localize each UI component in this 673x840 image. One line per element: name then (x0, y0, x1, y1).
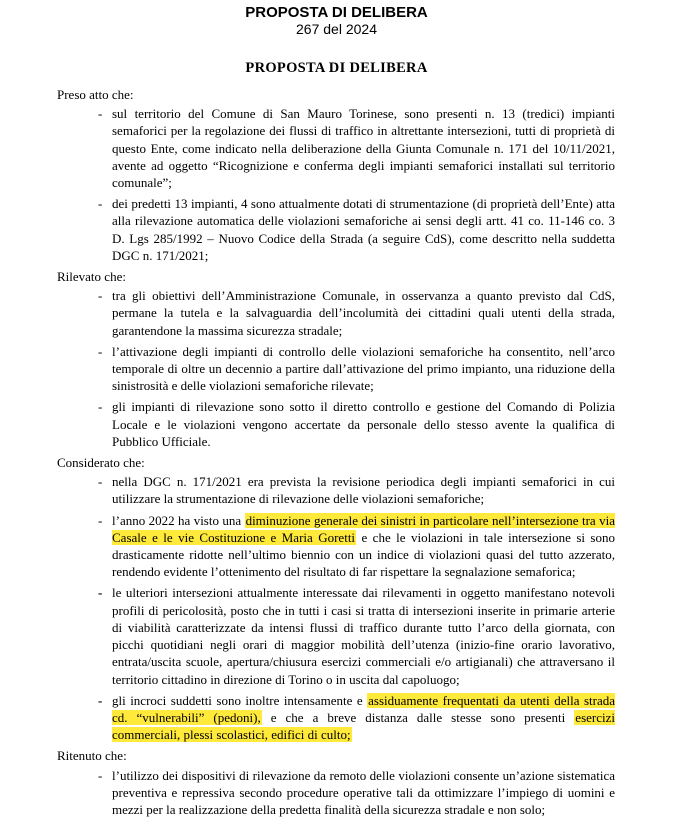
bullet-item (98, 287, 615, 339)
text-run: nella DGC n. 171/2021 era prevista la revisione periodica degli impianti semaforici in cui utilizzare la strumentazione di rilevazione delle violazioni semaforiche; (112, 474, 615, 507)
bullet-dash: - (98, 288, 103, 304)
bullet-dash: - (98, 692, 103, 708)
text-run: sul territorio del Comune di San Mauro Torinese, sono presenti n. 13 (tredici) impianti semaforici per la regolazione dei flussi di traffico in altrettante intersezioni, tutti di proprietà di questo Ente, come indicato nella deliberazione della Giunta Comunale n. 171 del 10/11/2021, avente ad oggetto “Ricognizione e conferma degli impianti semaforici installati sul territorio comunale”; (112, 106, 615, 191)
document-title: PROPOSTA DI DELIBERA (245, 60, 428, 76)
text-run: tra gli obiettivi dell’Amministrazione Comunale, in osservanza a quanto previsto dal CdS, permane la tutela e la salvaguardia dell’incolumità dei cittadini quali utenti della strada, garantendone la massima sicurezza stradale; (112, 288, 615, 338)
bullet-dash: - (98, 512, 103, 528)
bullet-item (98, 343, 615, 395)
bullet-dash: - (98, 767, 103, 783)
highlighted-text: assiduamente frequentati da utenti della strada cd. “vulnerabili” (pedoni), (112, 692, 615, 725)
bullet-item (98, 512, 615, 581)
text-run: l’anno 2022 ha visto una (112, 512, 245, 528)
bullet-item (98, 195, 615, 264)
bullet-dash: - (98, 196, 103, 212)
highlighted-text: diminuzione generale dei sinistri in particolare nell’intersezione tra via Casale e le vie Costituzione e Maria Goretti (112, 512, 615, 545)
section-heading: Rilevato che: (57, 269, 126, 285)
page-number: 267 del 2024 (296, 21, 377, 37)
text-run: l’attivazione degli impianti di controllo delle violazioni semaforiche ha consentito, nell’arco temporale di oltre un decennio a partire dall’attivazione del primo impianto, una riduzione della sinistrosità e delle violazioni semaforiche rilevate; (112, 343, 615, 394)
text-run: e che le violazioni in tale intersezione si sono drasticamente ridotte nell’ultimo biennio con un indice di violazioni quasi del tutto azzerato, rendendo evidente l’ottenimento del risultato di far rispettare la segnalazione semaforica; (112, 529, 615, 580)
bullet-item (98, 692, 615, 744)
bullet-dash: - (98, 585, 103, 601)
text-run: l’utilizzo dei dispositivi di rilevazione da remoto delle violazioni consente un’azione sistematica preventiva e repressiva secondo procedure operative tali da ottimizzare l’impiego di uomini e mezzi per la realizzazione della predetta finalità della sicurezza stradale e non solo; (112, 767, 615, 817)
document-body (0, 86, 673, 818)
bullet-item (98, 767, 615, 819)
page-title: PROPOSTA DI DELIBERA (245, 4, 428, 21)
bullet-item (98, 398, 615, 450)
text-run: dei predetti 13 impianti, 4 sono attualmente dotati di strumentazione (di proprietà dell’Ente) atta alla rilevazione automatica delle violazioni semaforiche ai sensi degli artt. 41 co. 11-146 co. 3 D. Lgs 285/1992 – Nuovo Codice della Strada (a seguire CdS), come descritto nella suddetta DGC n. 171/2021; (112, 196, 615, 263)
section-heading: Ritenuto che: (57, 748, 127, 764)
bullet-item (98, 584, 615, 687)
bullet-dash: - (98, 343, 103, 359)
section-heading: Preso atto che: (57, 87, 134, 102)
bullet-item (98, 473, 615, 507)
bullet-item (98, 105, 615, 191)
bullet-dash: - (98, 399, 103, 415)
text-run: gli incroci suddetti sono inoltre intensamente e (112, 692, 368, 708)
highlighted-text: esercizi commerciali, plessi scolastici, edifici di culto; (112, 709, 615, 743)
text-run: gli impianti di rilevazione sono sotto il diretto controllo e gestione del Comando di Polizia Locale e le violazioni vengono accertate da personale dello stesso avente la qualifica di Pubblico Ufficiale. (112, 399, 615, 449)
text-run: e che a breve distanza dalle stesse sono presenti (261, 709, 575, 725)
text-run: le ulteriori intersezioni attualmente interessate dai rilevamenti in oggetto manifestano notevoli profili di pericolosità, posto che in tutti i casi si tratta di intersezioni inserite in primarie arterie di viabilità caratterizzate da intensi flussi di traffico durante tutto l’arco della giornata, con picchi quotidiani negli orari di maggior mobilità dell’utenza (inizio-fine orario lavorativo, entrata/uscita scuole, apertura/chiusura esercizi commerciali e/o artigianali) che attraversano il territorio cittadino in direzione di Torino o in uscita dal capoluogo; (112, 585, 615, 687)
section-heading: Considerato che: (57, 455, 145, 471)
bullet-dash: - (98, 106, 103, 122)
bullet-dash: - (98, 474, 103, 490)
